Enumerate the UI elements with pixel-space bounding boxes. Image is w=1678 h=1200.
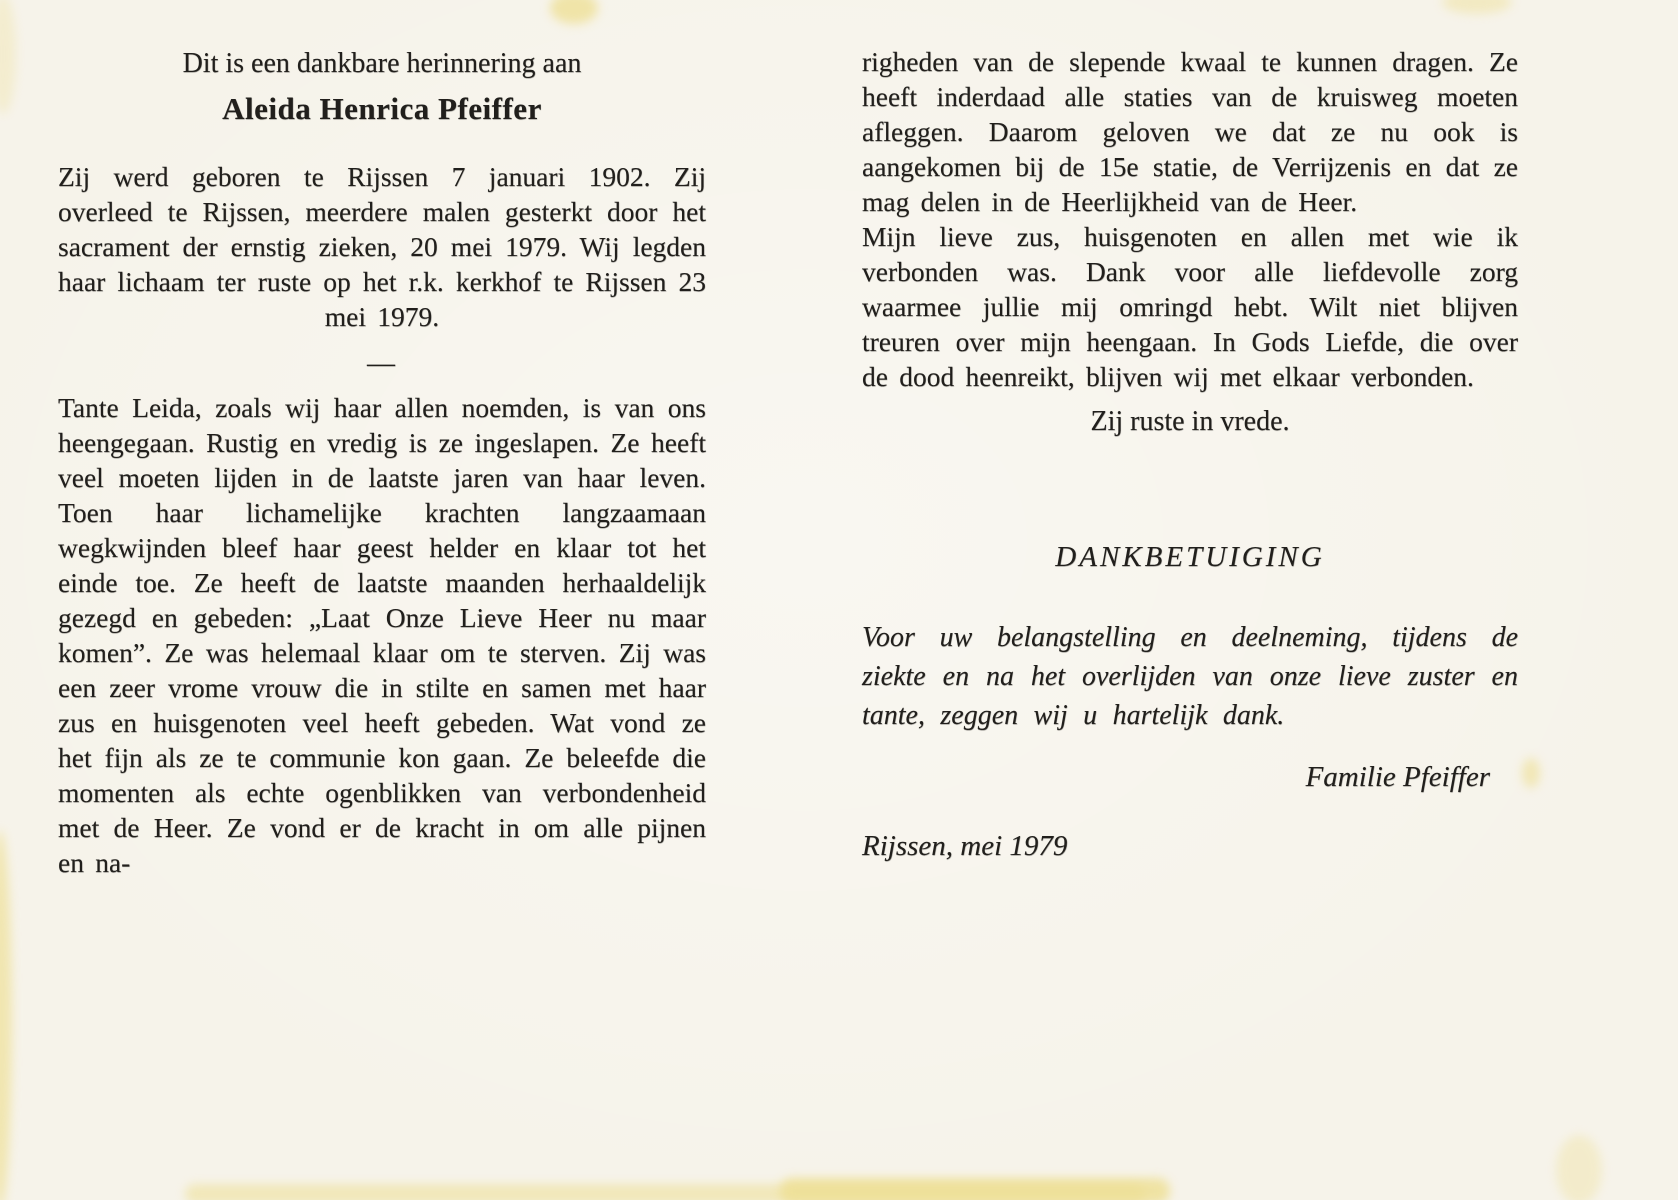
paper-stain <box>550 0 598 24</box>
continuation-paragraph: righeden van de slepende kwaal te kunnen dragen. Ze heeft inderdaad alle staties van de kruisweg moeten afleggen. Daarom geloven we dat ze nu ook is aangekomen bij de 15e statie, de Verrijzenis en dat ze mag delen in de Heerlijkheid van de Heer. <box>862 46 1518 217</box>
rest-in-peace-line: Zij ruste in vrede. <box>1090 406 1290 437</box>
memorial-paragraph: Tante Leida, zoals wij haar allen noemden, is van ons heengegaan. Rustig en vredig is ze ingeslapen. Ze heeft veel moeten lijden in de laatste jaren van haar leven. Toen haar lichamelijke krachten langzaamaan wegkwijnden bleef haar geest helder en klaar tot het einde toe. Ze heeft de laatste maanden herhaaldelijk gezegd en gebeden: „Laat Onze Lieve Heer nu maar komen”. Ze was helemaal klaar om te sterven. Zij was een zeer vrome vrouw die in stilte en samen met haar zus en huisgenoten veel heeft gebeden. Wat vond ze het fijn als ze te communie kon gaan. Ze beleefde die momenten als echte ogenblikken van verbondenheid met de Heer. Ze vond er de kracht in om alle pijnen en na- <box>58 392 706 878</box>
deceased-name: Aleida Henrica Pfeiffer <box>222 91 542 126</box>
intro-line: Dit is een dankbare herinnering aan <box>182 48 582 79</box>
right-page <box>862 44 1518 863</box>
paper-stain <box>0 830 12 1200</box>
paper-stain <box>0 0 16 114</box>
birth-death-paragraph: Zij werd geboren te Rijssen 7 januari 1902. Zij overleed te Rijssen, meerdere malen gesterkt door het sacrament der ernstig zieken, 20 mei 1979. Wij legden haar lichaam ter ruste op het r.k. kerkhof te Rijssen 23 mei 1979. <box>58 161 706 332</box>
family-signature: Familie Pfeiffer <box>1305 761 1490 793</box>
section-divider: — <box>367 348 397 379</box>
acknowledgement-title: DANKBETUIGING <box>1055 541 1325 573</box>
paper-stain <box>1556 1135 1602 1200</box>
paper-stain <box>1522 758 1540 788</box>
place-and-date: Rijssen, mei 1979 <box>862 830 1068 862</box>
paper-stain <box>780 1178 1170 1200</box>
paper-stain <box>1442 0 1512 14</box>
acknowledgement-paragraph: Voor uw belangstelling en deelneming, tijdens de ziekte en na het overlijden van onze lieve zuster en tante, zeggen wij u hartelijk dank. <box>862 622 1518 731</box>
farewell-paragraph: Mijn lieve zus, huisgenoten en allen met wie ik verbonden was. Dank voor alle liefdevolle zorg waarmee jullie mij omringd hebt. Wilt niet blijven treuren over mijn heengaan. In Gods Liefde, die over de dood heenreikt, blijven wij met elkaar verbonden. <box>862 221 1518 392</box>
left-page <box>58 46 706 880</box>
